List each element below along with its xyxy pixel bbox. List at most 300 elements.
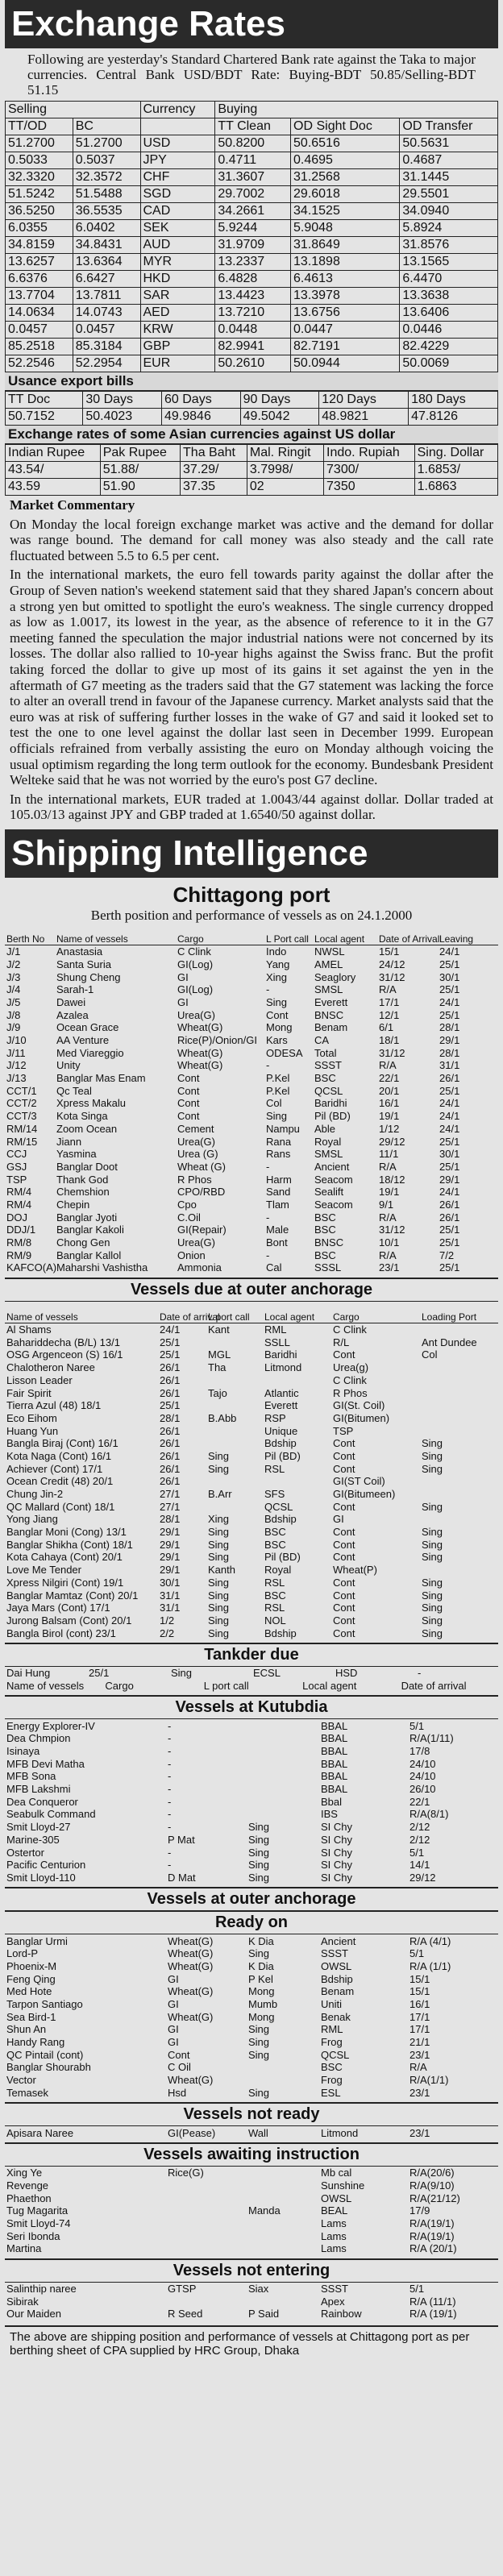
table-cell: Lams xyxy=(321,2217,347,2229)
asian-rate-row xyxy=(6,462,498,479)
rates-body xyxy=(6,135,498,372)
table-cell: GI(Log) xyxy=(177,958,214,970)
ready-vessel-row xyxy=(5,2023,498,2036)
table-cell: 28/1 xyxy=(160,1513,181,1526)
outer-vessel-row xyxy=(5,1374,498,1387)
table-cell: EUR xyxy=(140,355,215,372)
table-cell xyxy=(247,1719,319,1732)
col-od-transfer: OD Transfer xyxy=(400,118,498,135)
commentary-p2: In the international markets, the euro fell towards parity against the dollar after the Group of Seven nation's weekend statement said that they shared Japan's concern about a strong yen but omitted to spotlight the euro's weakness. The single currency dropped as low as 1.0017, its lowest in the year, as the absence of reference to it in the G7 meeting fanned the speculation the major industrial nations were not concerned by its losses. The dollar also rallied to 10-year highs against the Swiss franc. But the profit taking forced the dollar to give up most of its gains it set against the yen in the aftermath of G7 meeting as the traders said that the G7 statement was lacking the force to alter an overall trend in favour of the Japanese currency. Market analysts said that the euro was at risk of suffering further losses in the wake of G7 and said it looked set to test the one to one level against the dollar last seen in December 1999. European officials refrained from verbally assisting the euro on Monday although voicing the usual optimism regarding the long term outlook for the economy. Bundesbank President Welteke said that he was not worried by the euro's post G7 decline. xyxy=(10,567,493,788)
table-cell: Seacom xyxy=(314,1198,353,1211)
table-cell xyxy=(420,1564,498,1577)
table-cell: Seri Ibonda xyxy=(6,2229,60,2242)
table-cell: 9/1 xyxy=(379,1198,394,1211)
table-cell: RSL xyxy=(264,1462,285,1475)
table-cell: CCT/1 xyxy=(6,1084,37,1097)
table-cell: 19/1 xyxy=(379,1186,400,1199)
rate-row xyxy=(6,186,498,203)
table-cell: GTSP xyxy=(168,2283,197,2296)
table-cell xyxy=(263,1374,331,1387)
table-cell: AED xyxy=(140,305,215,322)
table-cell: RSP xyxy=(264,1411,286,1424)
table-cell: P Said xyxy=(248,2308,280,2320)
table-cell: R/A (20/1) xyxy=(409,2242,457,2255)
table-cell: Sing xyxy=(422,1462,443,1475)
table-cell: Ocean Credit (48) 20/1 xyxy=(6,1475,114,1488)
not-entering-table xyxy=(5,2283,498,2320)
awaiting-instruction-title: Vessels awaiting instruction xyxy=(5,2142,498,2167)
table-cell: K Dia xyxy=(248,1934,274,1947)
table-cell: BSC xyxy=(321,2061,343,2074)
table-cell: 31/12 xyxy=(379,1224,405,1236)
table-cell: 15/1 xyxy=(379,945,400,958)
table-cell xyxy=(247,2167,319,2179)
table-cell: Sing xyxy=(248,1859,270,1872)
table-cell: Wheat (G) xyxy=(177,1160,226,1173)
rate-row xyxy=(6,288,498,305)
table-cell: Banglar Shourabh xyxy=(6,2061,91,2074)
table-cell: QCSL xyxy=(314,1084,343,1097)
ready-vessel-row xyxy=(5,2036,498,2049)
table-cell: Cal xyxy=(266,1261,282,1274)
table-cell: QCSL xyxy=(264,1500,293,1513)
table-cell: Tierra Azul (48) 18/1 xyxy=(6,1399,102,1412)
table-cell xyxy=(247,1795,319,1808)
table-cell: Sing xyxy=(208,1462,230,1475)
table-cell xyxy=(166,2295,247,2308)
table-cell: 15/1 xyxy=(409,1985,430,1998)
table-cell xyxy=(206,1399,263,1412)
table-cell: 26/1 xyxy=(439,1198,460,1211)
table-cell: Med Viareggio xyxy=(56,1046,124,1059)
table-cell: 22/1 xyxy=(409,1795,430,1808)
table-cell: Sing xyxy=(248,1833,270,1846)
table-cell: 32.3572 xyxy=(73,169,140,186)
table-cell: Seabulk Command xyxy=(6,1808,96,1821)
table-cell: B.Arr xyxy=(208,1488,232,1501)
outer-vessel-row xyxy=(5,1323,498,1336)
table-cell: 48.9821 xyxy=(319,409,409,426)
table-cell: Everett xyxy=(314,995,348,1008)
table-cell: Sing xyxy=(248,1846,270,1859)
table-cell: - xyxy=(266,1249,270,1261)
berth-table xyxy=(5,924,498,1274)
table-cell: AUD xyxy=(140,237,215,254)
outer-anchorage-due-title: Vessels due at outer anchorage xyxy=(5,1278,498,1302)
column-header: L port call xyxy=(203,1679,249,1692)
outer-vessel-row xyxy=(5,1526,498,1539)
rate-row xyxy=(6,169,498,186)
berth-row xyxy=(5,1173,498,1186)
table-cell: GI(Repair) xyxy=(177,1224,227,1236)
usance-table xyxy=(5,391,498,426)
usance-value-row xyxy=(6,409,498,426)
table-cell: J/3 xyxy=(6,970,21,983)
table-cell: J/8 xyxy=(6,1008,21,1021)
table-cell: Banglar Moni (Cong) 13/1 xyxy=(6,1526,127,1539)
table-cell xyxy=(420,1386,498,1399)
table-cell xyxy=(247,1770,319,1783)
table-cell: Rice(P)/Onion/GI xyxy=(177,1034,257,1047)
ready-vessel-row xyxy=(5,1998,498,2011)
not-entering-body xyxy=(5,2283,498,2320)
table-cell: Achiever (Cont) 17/1 xyxy=(6,1462,103,1475)
table-cell: GI xyxy=(333,1513,344,1526)
table-cell: - xyxy=(168,1808,172,1821)
table-cell: 51.90 xyxy=(100,479,180,496)
table-cell: CCT/2 xyxy=(6,1097,37,1110)
table-cell: BSC xyxy=(264,1589,286,1602)
berth-row xyxy=(5,958,498,971)
table-cell xyxy=(420,1475,498,1488)
table-cell: 18/1 xyxy=(379,1034,400,1047)
table-cell: BSC xyxy=(314,1224,336,1236)
outer-vessel-row xyxy=(5,1627,498,1639)
table-cell xyxy=(206,1374,263,1387)
table-cell: Urea(G) xyxy=(177,1236,215,1249)
table-cell: BSC xyxy=(264,1526,286,1539)
buying-group-header: Buying xyxy=(215,102,498,118)
instruction-row xyxy=(5,2179,498,2192)
table-cell: GI xyxy=(168,2036,179,2049)
ready-vessel-row xyxy=(5,2010,498,2023)
table-cell: 30/1 xyxy=(439,970,460,983)
table-cell: Al Shams xyxy=(6,1323,52,1336)
table-cell: 30/1 xyxy=(439,1148,460,1161)
berth-row xyxy=(5,1008,498,1021)
table-cell: Sing xyxy=(248,2036,270,2049)
table-cell: Revenge xyxy=(6,2179,49,2192)
outer-vessel-row xyxy=(5,1348,498,1361)
table-cell: 30/1 xyxy=(160,1576,181,1589)
table-cell: RM/8 xyxy=(6,1236,32,1249)
table-cell: Rice(G) xyxy=(168,2167,204,2179)
table-cell xyxy=(166,2217,247,2230)
table-cell: R/A xyxy=(379,1249,397,1261)
table-cell: 25/1 xyxy=(439,1236,460,1249)
table-cell: Sing xyxy=(248,2048,270,2061)
table-cell: 27/1 xyxy=(160,1488,181,1501)
column-header: 90 Days xyxy=(240,392,319,409)
table-cell: BSC xyxy=(314,1249,336,1261)
table-cell: QC Mallard (Cont) 18/1 xyxy=(6,1500,115,1513)
table-cell: Azalea xyxy=(56,1008,89,1021)
table-cell: 29.7002 xyxy=(215,186,291,203)
outer-vessel-row xyxy=(5,1386,498,1399)
table-cell: Phoenix-M xyxy=(6,1959,57,1972)
table-cell: Cont xyxy=(266,1008,289,1021)
table-cell: Baridhi xyxy=(264,1348,297,1361)
table-cell: R/A(9/10) xyxy=(409,2179,455,2192)
table-cell: Smit Lloyd-74 xyxy=(6,2217,71,2229)
table-cell: C Clink xyxy=(333,1323,367,1336)
shipping-banner: Shipping Intelligence xyxy=(5,829,498,878)
column-header: L port call xyxy=(206,1302,263,1323)
outer-vessel-row xyxy=(5,1462,498,1475)
table-cell: Wheat(G) xyxy=(168,2010,214,2023)
ready-vessel-row xyxy=(5,2061,498,2074)
table-cell: BBAL xyxy=(321,1745,348,1758)
table-cell: 0.0446 xyxy=(400,322,498,339)
table-cell: Xpress Makalu xyxy=(56,1097,126,1110)
outer-due-table xyxy=(5,1302,498,1639)
table-cell: Banglar Doot xyxy=(56,1160,118,1173)
berth-row xyxy=(5,1199,498,1211)
table-cell: Litmond xyxy=(321,2126,359,2139)
table-cell: Ancient xyxy=(314,1160,350,1173)
table-cell: DOJ xyxy=(6,1211,27,1224)
table-cell: Jaya Mars (Cont) 17/1 xyxy=(6,1602,110,1614)
table-cell: R/A(1/11) xyxy=(409,1732,454,1745)
table-cell: RM/14 xyxy=(6,1122,38,1135)
rate-row xyxy=(6,305,498,322)
table-cell: Sealift xyxy=(314,1186,344,1199)
table-cell xyxy=(166,2179,247,2192)
table-cell: 82.4229 xyxy=(400,339,498,355)
kutubdia-row xyxy=(5,1783,498,1796)
table-cell: Pil (BD) xyxy=(314,1110,351,1123)
table-cell: 26/1 xyxy=(160,1424,181,1437)
table-cell: Wheat(G) xyxy=(168,1947,214,1960)
table-cell: Sing xyxy=(248,1871,270,1884)
table-cell: Chong Gen xyxy=(56,1236,110,1249)
table-cell: SSST xyxy=(321,2283,348,2296)
table-cell: - xyxy=(266,1160,270,1173)
table-cell: 5/1 xyxy=(409,1947,425,1960)
table-cell: 17/9 xyxy=(409,2204,430,2217)
table-cell: 13.6257 xyxy=(6,254,73,271)
table-cell: 29.5501 xyxy=(400,186,498,203)
not-ready-table xyxy=(5,2126,498,2139)
table-cell: 6.4613 xyxy=(291,271,400,288)
table-cell: SSST xyxy=(314,1059,342,1072)
table-cell: 6.6427 xyxy=(73,271,140,288)
table-cell: 31.3607 xyxy=(215,169,291,186)
table-cell xyxy=(247,1783,319,1796)
berth-row xyxy=(5,1261,498,1274)
table-cell: Manda xyxy=(248,2204,281,2217)
table-cell: CCT/3 xyxy=(6,1110,37,1123)
shipping-footer-note: The above are shipping position and performance of vessels at Chittagong port as per berthing sheet of CPA supplied by HRC Group, Dhaka xyxy=(5,2325,498,2361)
exchange-rates-banner: Exchange Rates xyxy=(5,0,498,48)
exchange-intro: Following are yesterday's Standard Chartered Bank rate against the Taka to major currencies. Central Bank USD/BDT Rate: Buying-BDT 50.85/Selling-BDT 51.15 xyxy=(27,52,476,98)
table-cell: BNSC xyxy=(314,1008,344,1021)
table-cell: 34.2661 xyxy=(215,203,291,220)
table-cell: 0.0448 xyxy=(215,322,291,339)
table-cell: 12/1 xyxy=(379,1008,400,1021)
table-cell: Wheat(G) xyxy=(168,1985,214,1998)
table-cell: 6.4470 xyxy=(400,271,498,288)
table-cell: 32.3320 xyxy=(6,169,73,186)
table-cell: BNSC xyxy=(314,1236,344,1249)
kutubdia-row xyxy=(5,1872,498,1884)
table-cell: RM/9 xyxy=(6,1249,32,1261)
table-cell: Sing xyxy=(422,1551,443,1564)
table-cell: R/L xyxy=(333,1336,350,1348)
column-header: L Port call xyxy=(264,924,313,945)
table-cell: Col xyxy=(266,1097,282,1110)
table-cell: Yasmina xyxy=(56,1148,97,1161)
not-ready-title: Vessels not ready xyxy=(5,2102,498,2126)
table-cell xyxy=(263,1475,331,1488)
table-cell: Kanth xyxy=(208,1564,235,1577)
table-cell: - xyxy=(168,1846,172,1859)
column-header: Sing. Dollar xyxy=(414,445,497,462)
table-cell: Feng Qing xyxy=(6,1972,56,1985)
table-cell: Cont xyxy=(333,1614,355,1627)
table-cell: 16/1 xyxy=(409,1998,430,2011)
not-entering-row xyxy=(5,2295,498,2308)
table-cell: 50.7152 xyxy=(6,409,83,426)
table-cell: Kant xyxy=(208,1323,230,1336)
table-cell: SI Chy xyxy=(321,1833,353,1846)
column-header: Pak Rupee xyxy=(100,445,180,462)
outer-vessel-row xyxy=(5,1437,498,1450)
table-cell: - xyxy=(168,1732,172,1745)
table-cell: Cont xyxy=(333,1348,355,1361)
table-cell: Ocean Grace xyxy=(56,1021,119,1034)
table-cell: HSD xyxy=(335,1667,358,1680)
kutubdia-row xyxy=(5,1795,498,1808)
asian-currency-table xyxy=(5,444,498,496)
asian-body xyxy=(6,462,498,496)
table-cell: R/A xyxy=(409,2061,427,2074)
table-cell: BBAL xyxy=(321,1770,348,1783)
column-header: Name of vessels xyxy=(5,1302,158,1323)
table-cell: Handy Rang xyxy=(6,2036,65,2049)
table-cell: Cont xyxy=(333,1589,355,1602)
table-cell: 13.7811 xyxy=(73,288,140,305)
table-cell: 25/1 xyxy=(160,1348,181,1361)
table-cell: - xyxy=(266,1059,270,1072)
table-cell: J/10 xyxy=(6,1034,27,1047)
table-cell: SSSL xyxy=(314,1261,342,1274)
table-cell: 26/10 xyxy=(409,1783,436,1796)
table-cell: Wheat(G) xyxy=(177,1046,223,1059)
table-cell: 26/1 xyxy=(160,1437,181,1450)
table-cell xyxy=(420,1323,498,1336)
table-cell: 0.0457 xyxy=(6,322,73,339)
table-cell: Huang Yun xyxy=(6,1424,59,1437)
instruction-body xyxy=(5,2167,498,2255)
table-cell: Frog xyxy=(321,2074,343,2087)
table-cell: Sing xyxy=(266,1110,288,1123)
table-cell: Lams xyxy=(321,2242,347,2255)
table-cell: 3.7998/ xyxy=(247,462,323,479)
table-cell: Benak xyxy=(321,2010,351,2023)
rate-row xyxy=(6,135,498,152)
table-cell: Banglar Kakoli xyxy=(56,1224,124,1236)
table-cell: 1/2 xyxy=(160,1614,175,1627)
table-cell: SI Chy xyxy=(321,1859,353,1872)
table-cell: SMSL xyxy=(314,1148,343,1161)
table-cell: Rainbow xyxy=(321,2308,362,2320)
table-cell: 6.0402 xyxy=(73,220,140,237)
table-cell: C Clink xyxy=(177,945,211,958)
table-cell: SMSL xyxy=(314,983,343,996)
table-cell xyxy=(420,1488,498,1501)
table-cell xyxy=(247,1808,319,1821)
table-cell: Vector xyxy=(6,2074,36,2087)
table-cell: 7/2 xyxy=(439,1249,455,1261)
table-cell xyxy=(206,1336,263,1348)
table-cell: MFB Devi Matha xyxy=(6,1757,85,1770)
table-cell: Cont xyxy=(333,1538,355,1551)
table-cell: Wall xyxy=(248,2126,268,2139)
table-cell: 26/1 xyxy=(160,1449,181,1462)
table-cell: GI(St. Coil) xyxy=(333,1399,385,1412)
outer-vessel-row xyxy=(5,1564,498,1577)
table-cell: 34.1525 xyxy=(291,203,400,220)
not-ready-body xyxy=(5,2126,498,2139)
table-cell: 24/10 xyxy=(409,1770,436,1783)
table-cell: IBS xyxy=(321,1808,338,1821)
table-cell: 5/1 xyxy=(409,1719,425,1732)
table-cell: K Dia xyxy=(248,1959,274,1972)
table-cell: BBAL xyxy=(321,1719,348,1732)
table-cell: Bdship xyxy=(264,1627,297,1639)
table-cell: 29/1 xyxy=(160,1551,181,1564)
table-cell: Salinthip naree xyxy=(6,2283,77,2296)
table-cell: Royal xyxy=(314,1135,342,1148)
table-cell: - xyxy=(168,1859,172,1872)
table-cell: Able xyxy=(314,1122,336,1135)
rate-row xyxy=(6,203,498,220)
table-cell: C.Oil xyxy=(177,1211,201,1224)
kutubdia-row xyxy=(5,1834,498,1847)
table-cell: 31/1 xyxy=(439,1059,460,1072)
table-cell: Sarah-1 xyxy=(56,983,94,996)
table-cell: 6.4828 xyxy=(215,271,291,288)
table-cell: Urea (G) xyxy=(177,1148,218,1161)
outer-anchorage-title: Vessels at outer anchorage xyxy=(5,1887,498,1911)
table-cell: Jurong Balsam (Cont) 20/1 xyxy=(6,1614,132,1627)
ready-vessel-row xyxy=(5,1934,498,1947)
outer-body xyxy=(5,1323,498,1639)
table-cell: Dea Chmpion xyxy=(6,1732,71,1745)
table-cell: RML xyxy=(321,2023,343,2036)
table-cell: TSP xyxy=(6,1173,27,1186)
table-cell: CPO/RBD xyxy=(177,1186,226,1199)
table-cell: 29/12 xyxy=(409,1871,436,1884)
table-cell: Siax xyxy=(248,2283,269,2296)
port-subtitle: Berth position and performance of vessels as on 24.1.2000 xyxy=(90,907,413,923)
ready-vessel-row xyxy=(5,1972,498,1985)
table-cell: 13.4423 xyxy=(215,288,291,305)
table-cell: - xyxy=(168,1757,172,1770)
outer-vessel-row xyxy=(5,1513,498,1526)
table-cell: JPY xyxy=(140,152,215,169)
column-header: 120 Days xyxy=(319,392,409,409)
table-cell xyxy=(247,2192,319,2204)
table-cell: Kars xyxy=(266,1034,288,1047)
table-cell: Rana xyxy=(266,1135,292,1148)
table-cell: 10/1 xyxy=(379,1236,400,1249)
table-cell: - xyxy=(266,1211,270,1224)
table-cell: QC Pintail (cont) xyxy=(6,2048,84,2061)
newspaper-page xyxy=(5,0,498,2361)
table-cell: Sing xyxy=(422,1614,443,1627)
table-cell: AMEL xyxy=(314,958,343,970)
table-cell: 25/1 xyxy=(439,1084,460,1097)
table-cell: Yong Jiang xyxy=(6,1513,58,1526)
table-cell: R Phos xyxy=(333,1386,368,1399)
table-cell: R/A(21/12) xyxy=(409,2192,460,2204)
kutubdia-row xyxy=(5,1757,498,1770)
table-cell: 26/1 xyxy=(160,1361,181,1374)
table-cell: R Phos xyxy=(177,1173,212,1186)
table-cell: Ostertor xyxy=(6,1846,44,1859)
